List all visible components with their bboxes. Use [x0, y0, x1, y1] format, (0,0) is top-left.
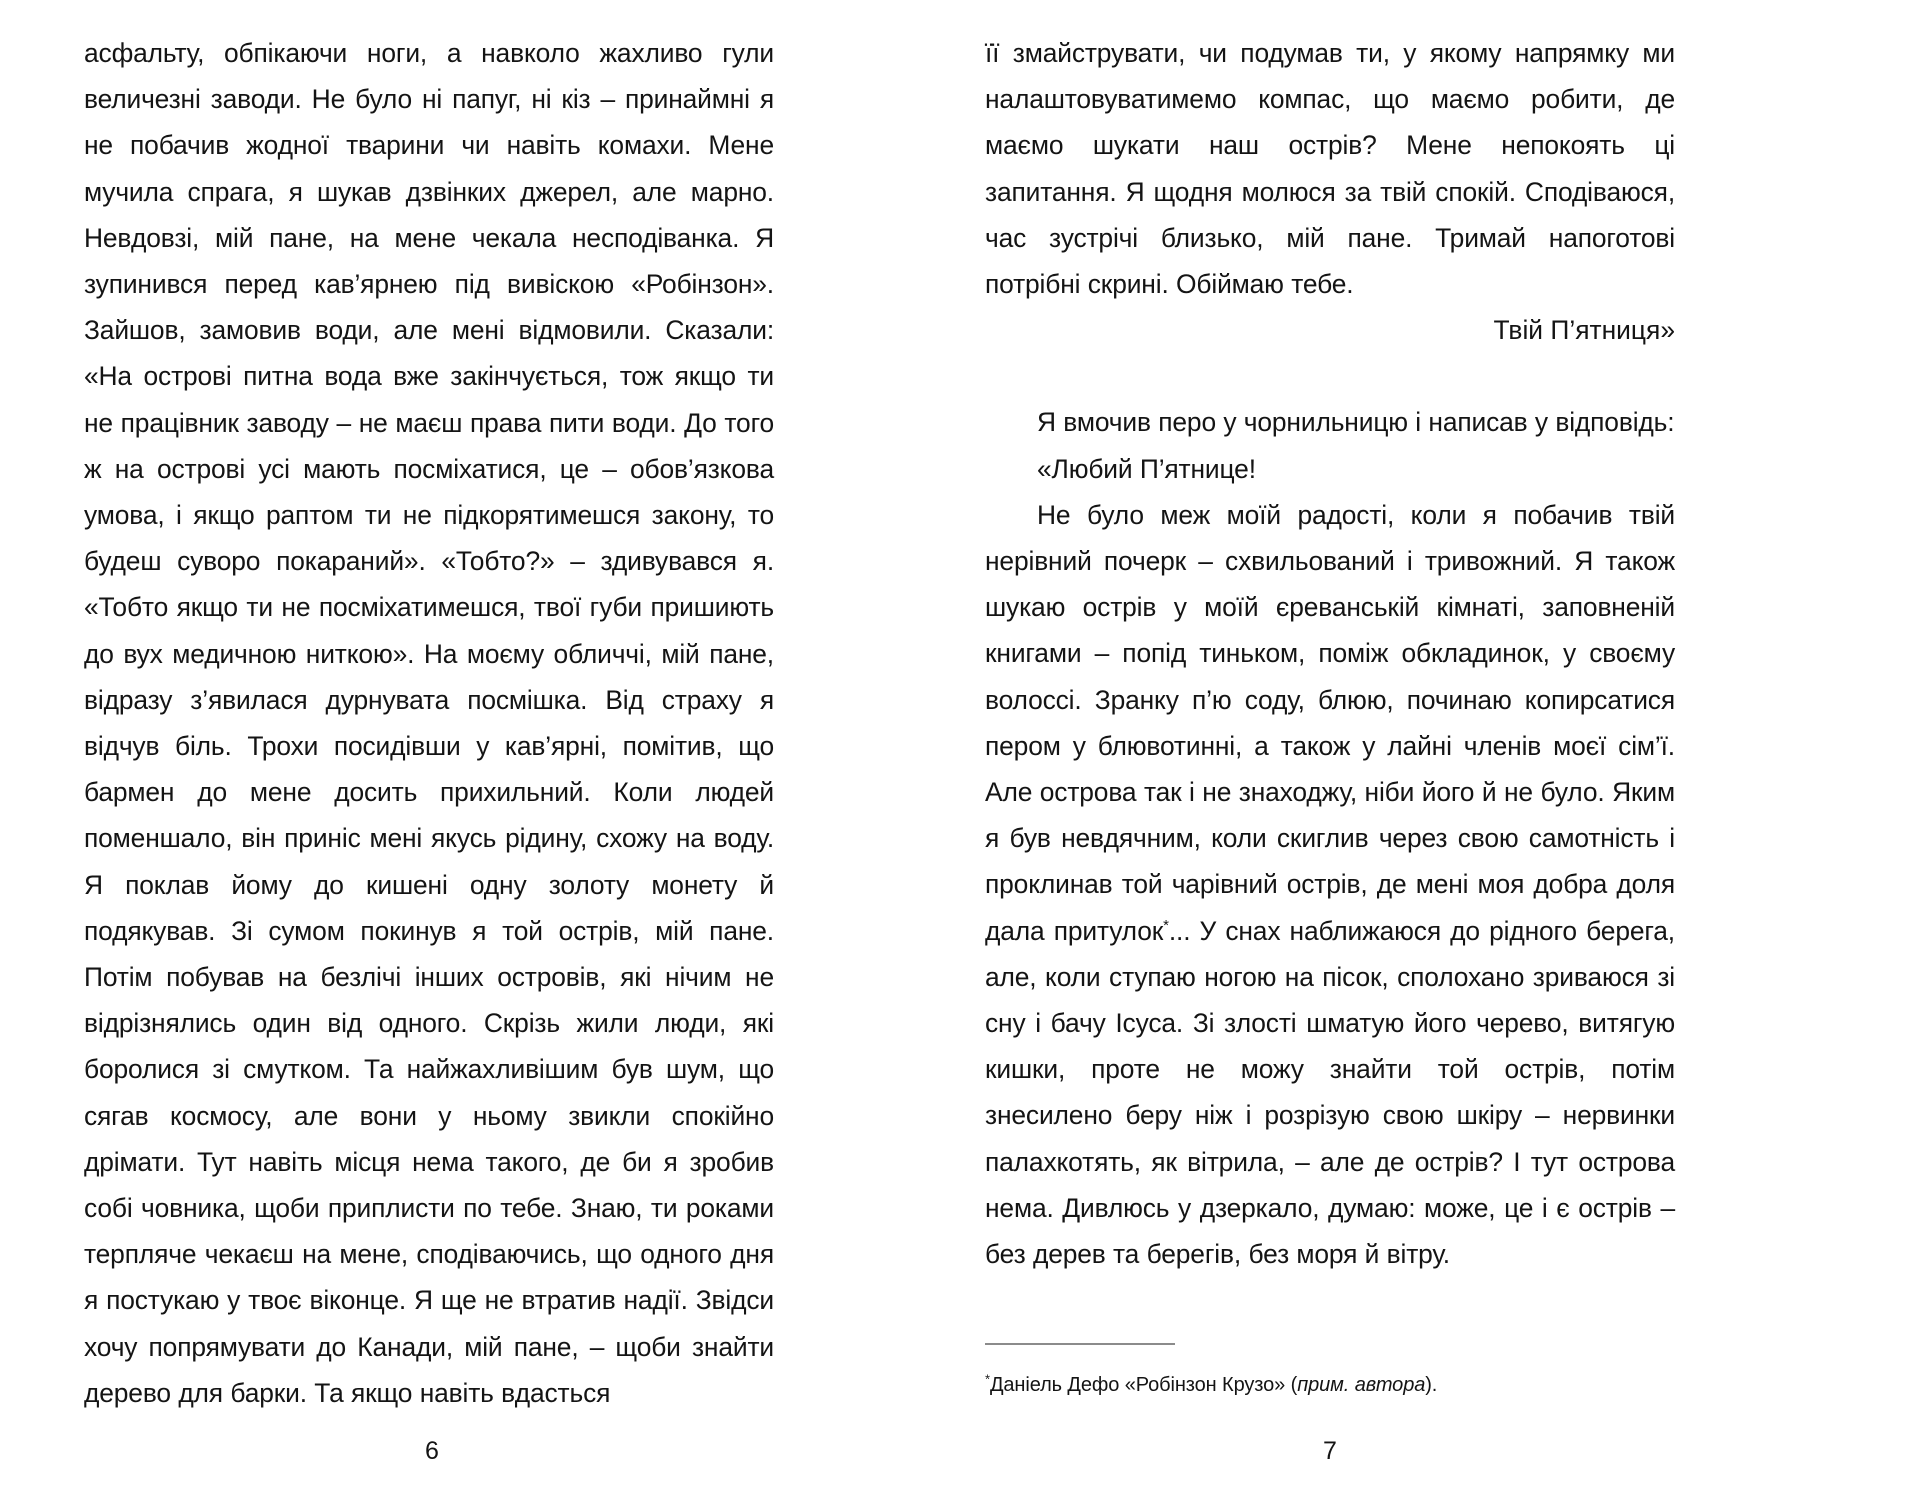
page-number-left: 6 [425, 1437, 439, 1465]
reply-body-paragraph [985, 492, 1675, 1277]
footnote-attribution-italic: прим. автора [1297, 1374, 1426, 1396]
paragraph-continued-body: асфальту, обпікаючи ноги, а навколо жахливо гули величезні заводи. Не було ні папуг, ні кіз – принаймні я не побачив жодної тварини чи навіть комахи. Мене мучила спрага, я шукав дзвінких джерел, але марно. Невдовзі, мій пане, на мене чекала несподіванка. Я зупинився перед кав’ярнею під вивіскою «Робінзон». Зайшов, замовив води, але мені відмовили. Сказали: «На острові питна вода вже закінчується, тож якщо ти не працівник заводу – не маєш права пити води. До того ж на острові усі мають посміхатися, це – обов’язкова умова, і якщо раптом ти не підкорятимешся закону, то будеш суворо покараний». «Тобто?» – здивувався я. «Тобто якщо ти не посміхатимешся, твої губи пришиють до вух медичною ниткою». На моєму обличчі, мій пане, відразу з’явилася дурнувата посмішка. Від страху я відчув біль. Трохи посидівши у кав’ярні, помітив, що бармен до мене досить прихильний. Коли людей поменшало, він приніс мені якусь рідину, схожу на воду. Я поклав йому до кишені одну золоту монету й подякував. Зі сумом покинув я той острів, мій пане. Потім побував на безлічі інших островів, які нічим не відрізнялись один від одного. Скрізь жили люди, які боролися зі смутком. Та найжахливішим був шум, що сягав космосу, але вони у ньому звикли спокійно дрімати. Тут навіть місця нема такого, де би я зробив собі човника, щоби приплисти по тебе. Знаю, ти роками терпляче чекаєш на мене, сподіваючись, що одного дня я постукаю у твоє віконце. Я ще не втратив надії. Звідси хочу попрямувати до Канади, мій пане, – щоби знайти дерево для барки. Та якщо навіть вдасться [84, 38, 774, 1408]
footnote-entry [985, 1371, 1675, 1399]
letter-closing-paragraph: її змайструвати, чи подумав ти, у якому напрямку ми налаштовуватимемо компас, що маємо робити, де маємо шукати наш острів? Мене непокоять ці запитання. Я щодня молюся за твій спокій. Сподіваюся, час зустрічі близько, мій пане. Тримай напоготові потрібні скрині. Обіймаю тебе. [985, 38, 1675, 300]
reply-salutation: «Любий П’ятнице! [1037, 453, 1256, 484]
footnote-reference-marker[interactable]: * [1163, 916, 1169, 934]
page-number-right: 7 [1323, 1437, 1337, 1465]
footnote-closing-punctuation: ). [1425, 1374, 1438, 1396]
page-right [960, 0, 1920, 1494]
paragraph-spacer [985, 353, 1675, 399]
reply-body-text-before-footnote: Не було меж моїй радості, коли я побачив твій нерівний почерк – схвильований і тривожний. Я також шукаю острів у моїй єреванській кімнаті, заповненій книгами – попід тиньком, поміж обкладинок, у своєму волоссі. Зранку п’ю соду, блюю, починаю копирсатися пером у блювотинні, а також у лайні членів моєї сім’ї. Але острова так і не знаходжу, ніби його й не було. Яким я був невдячним, коли скиглив через свою самотність і проклинав той чарівний острів, де мені моя добра доля дала притулок [985, 499, 1675, 946]
left-text-column [84, 30, 774, 1416]
letter-signature: Твій П’ятниця» [1493, 315, 1675, 346]
reply-body-text-after-footnote: ... У снах наближаюся до рідного берега, але, коли ступаю ногою на пісок, сполохано зриваюся зі сну і бачу Ісуса. Зі злості шматую його черево, витягую кишки, проте не можу знайти той острів, потім знесилено беру ніж і розрізую свою шкіру – нервинки палахкотять, як вітрила, – але де острів? І тут острова нема. Дивлюсь у дзеркало, думаю: може, це і є острів – без дерев та берегів, без моря й вітру. [985, 915, 1675, 1270]
reply-intro-paragraph: Я вмочив перо у чорнильницю і написав у відповідь: [1037, 407, 1675, 438]
footnote-separator-rule [985, 1343, 1175, 1345]
footnote-area [985, 1343, 1675, 1399]
footnote-marker: * [985, 1371, 990, 1387]
right-text-column [985, 30, 1675, 1277]
footnote-source-text: Даніель Дефо «Робінзон Крузо» ( [989, 1374, 1298, 1396]
